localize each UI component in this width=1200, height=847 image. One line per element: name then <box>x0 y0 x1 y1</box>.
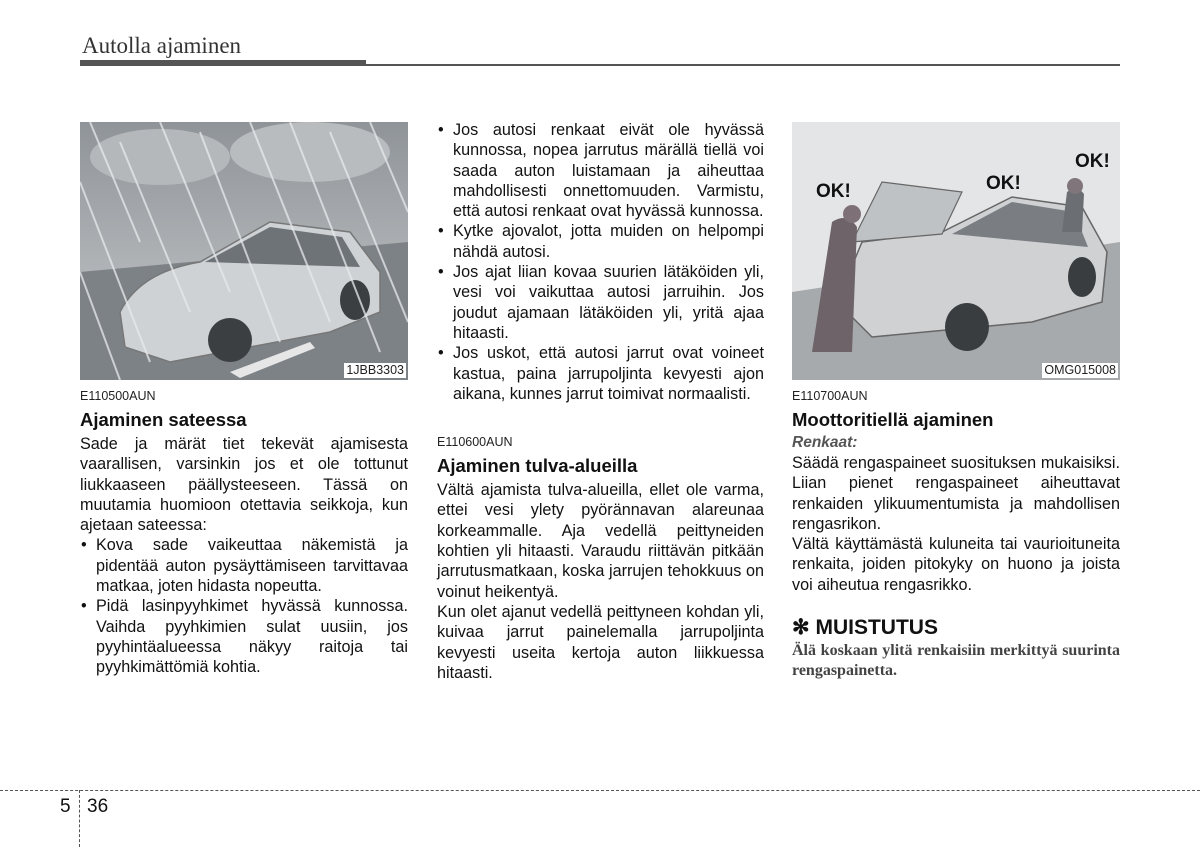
chapter-title: Autolla ajaminen <box>82 33 242 58</box>
footer-rule <box>0 790 1200 791</box>
subheading: Renkaat: <box>792 434 858 451</box>
list-item: • Kova sade vaikeuttaa näkemistä ja pidentää auton pysäyttämiseen tarvittavaa matkaa, joten hidasta nopeutta. <box>81 536 408 596</box>
ok-callout: OK! <box>986 173 1021 194</box>
ok-callout: OK! <box>1075 151 1110 172</box>
flood-paragraph: Vältä ajamista tulva-alueilla, ellet ole varma, ettei vesi ylety pyörännavan alareunaa korkeammalle. Aja vedellä peittyneiden kohtien yli hitaasti. Varaudu riittävän pitkään jarrutusmatkaan, koska jarrujen tehokkuus on voinut heikentyä. <box>437 481 764 601</box>
list-item: • Kytke ajovalot, jotta muiden on helpompi nähdä autosi. <box>438 222 764 261</box>
rain-tips-list <box>80 535 408 677</box>
bullet-dot: • <box>438 121 444 139</box>
section-heading: Ajaminen sateessa <box>80 409 247 430</box>
list-item: • Jos ajat liian kovaa suurien lätäköiden yli, vesi voi vaikuttaa autosi jarruihin. Jos joudut ajamaan lätäköiden yli, yritä ajaa hitaasti. <box>438 263 764 342</box>
intro-paragraph: Sade ja märät tiet tekevät ajamisesta vaarallisen, varsinkin jos et ole tottunut liukkaaseen päällysteeseen. Tässä on muutamia huomioon otettavia seikkoja, kun ajetaan sateessa: <box>80 435 408 535</box>
bullet-dot: • <box>438 344 444 363</box>
section-heading: Ajaminen tulva-alueilla <box>437 455 638 477</box>
tire-check-illustration <box>792 122 1120 380</box>
tire-paragraph: Säädä rengaspaineet suosituksen mukaisiksi. Liian pienet rengaspaineet aiheuttavat renkaiden ylikuumentumista ja mahdollisen rengasrikon. <box>792 454 1120 533</box>
bullet-dot: • <box>438 222 444 241</box>
ok-callout: OK! <box>816 181 851 202</box>
rain-driving-illustration <box>80 122 408 380</box>
section-code: E110500AUN <box>80 389 156 403</box>
page-number: 36 <box>87 796 109 817</box>
note-title: ✻ MUISTUTUS <box>792 616 938 640</box>
note-body: Älä koskaan ylitä renkaisiin merkittyä suurinta rengaspainetta. <box>792 642 1120 680</box>
footer-divider <box>79 790 80 847</box>
header-bar <box>80 60 366 66</box>
chapter-number: 5 <box>60 796 71 817</box>
note-box <box>792 615 1120 681</box>
figure-label: 1JBB3303 <box>346 363 404 377</box>
middle-column <box>437 120 764 683</box>
highway-car-image <box>792 122 1120 380</box>
wet-road-list <box>437 120 764 404</box>
section-code: E110700AUN <box>792 389 868 403</box>
header-rule <box>366 64 1120 66</box>
bullet-dot: • <box>81 536 87 555</box>
section-code: E110600AUN <box>437 435 513 450</box>
list-item: • Jos uskot, että autosi jarrut ovat voineet kastua, paina jarrupoljinta kevyesti ajon aikana, kunnes jarrut toimivat normaalisti. <box>438 344 764 403</box>
list-item: • Jos autosi renkaat eivät ole hyvässä kunnossa, nopea jarrutus märällä tiellä voi saada auton luistamaan ja aiheuttaa mahdollisesti onnettomuuden. Varmistu, että autosi renkaat ovat hyvässä kunnossa. <box>438 121 764 221</box>
bullet-dot: • <box>438 263 444 282</box>
rain-car-image <box>80 122 408 380</box>
tire-paragraph: Vältä käyttämästä kuluneita tai vaurioituneita renkaita, joiden pitokyky on huono ja joista voi aiheutua rengasrikko. <box>792 535 1120 594</box>
asterisk-icon: ✻ <box>792 616 810 640</box>
section-heading: Moottoritiellä ajaminen <box>792 409 994 430</box>
flood-paragraph: Kun olet ajanut vedellä peittyneen kohdan yli, kuivaa jarrut painelemalla jarrupoljinta kevyesti useita kertoja auton liikkuessa hitaasti. <box>437 602 764 682</box>
left-column <box>80 122 408 678</box>
bullet-dot: • <box>81 597 87 616</box>
figure-label: OMG015008 <box>1044 363 1116 377</box>
right-column <box>792 122 1120 681</box>
list-item: • Pidä lasinpyyhkimet hyvässä kunnossa. Vaihda pyyhkimien sulat uusiin, jos pyyhintäalueessa näkyy raitoja tai pyyhkimättömiä kohtia. <box>81 597 408 677</box>
